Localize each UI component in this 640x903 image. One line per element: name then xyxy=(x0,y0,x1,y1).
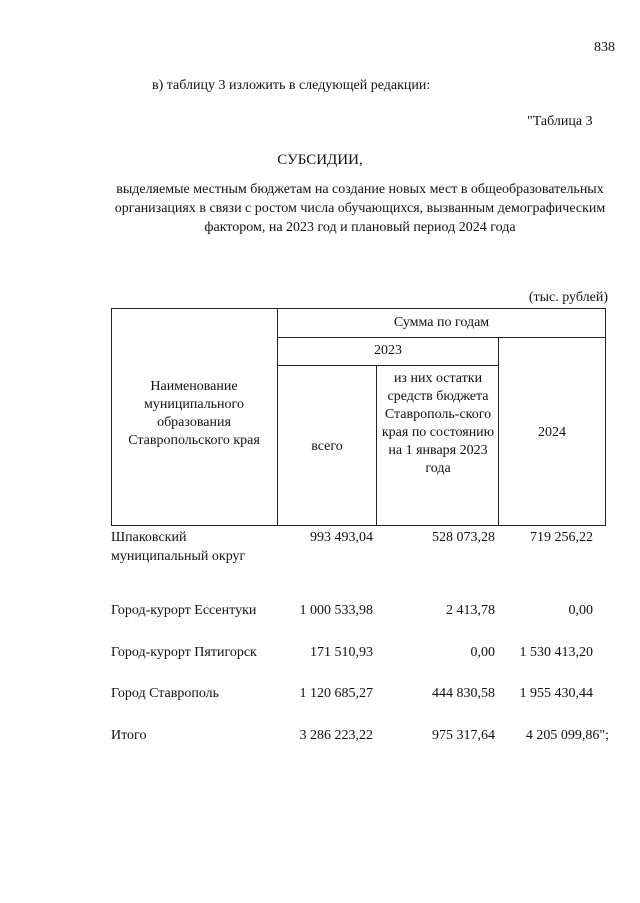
intro-text: в) таблицу 3 изложить в следующей редакции: xyxy=(152,78,431,93)
row-remainder-2023: 444 830,58 xyxy=(432,686,495,701)
header-sum-divider xyxy=(277,337,606,338)
document-title: СУБСИДИИ, xyxy=(277,152,363,168)
row-total-2023: 993 493,04 xyxy=(310,530,373,545)
name-col-divider xyxy=(277,308,278,526)
table-reference: "Таблица 3 xyxy=(527,114,593,129)
row-name: Город-курорт Пятигорск xyxy=(111,645,257,660)
page-number: 838 xyxy=(594,40,615,55)
row-remainder-2023: 975 317,64 xyxy=(432,728,495,743)
header-remainder: из них остатки средств бюджета Ставрополь-ского края по состоянию на 1 января 2023 года xyxy=(381,371,495,476)
row-total-2023: 1 000 533,98 xyxy=(299,603,373,618)
units-label: (тыс. рублей) xyxy=(528,290,608,305)
document-subtitle: выделяемые местным бюджетам на создание новых мест в общеобразовательных организациях в связи с ростом числа обучающихся, вызванным демографическим фактором, на 2023 год и плановый период 2024 года xyxy=(114,182,606,235)
row-value-2024: 0,00 xyxy=(568,603,593,618)
total-col-divider xyxy=(376,365,377,526)
table-left-border xyxy=(111,308,112,526)
header-sum-by-years: Сумма по годам xyxy=(393,315,490,330)
row-name: Город Ставрополь xyxy=(111,686,220,701)
row-remainder-2023: 0,00 xyxy=(470,645,495,660)
row-total-2023: 1 120 685,27 xyxy=(299,686,373,701)
row-name: Шпаковский муниципальный округ xyxy=(111,530,246,564)
header-year-2024: 2024 xyxy=(538,425,566,440)
row-value-2024: 1 530 413,20 xyxy=(519,645,593,660)
row-remainder-2023: 528 073,28 xyxy=(432,530,495,545)
row-name: Город-курорт Ессентуки xyxy=(111,603,257,618)
table-right-border xyxy=(605,308,606,526)
table-top-border xyxy=(111,308,606,309)
header-total: всего xyxy=(311,439,343,454)
row-name: Итого xyxy=(111,728,147,743)
header-year-divider xyxy=(277,365,499,366)
row-remainder-2023: 2 413,78 xyxy=(446,603,495,618)
row-total-2023: 3 286 223,22 xyxy=(299,728,373,743)
header-name-column: Наименование муниципального образования Ставропольского края xyxy=(128,379,260,448)
header-bottom-border xyxy=(111,525,606,526)
row-value-2024: 1 955 430,44 xyxy=(519,686,593,701)
row-total-2023: 171 510,93 xyxy=(310,645,373,660)
row-value-2024: 719 256,22 xyxy=(530,530,593,545)
row-value-2024: 4 205 099,86"; xyxy=(525,728,609,743)
header-year-2023: 2023 xyxy=(374,343,402,358)
